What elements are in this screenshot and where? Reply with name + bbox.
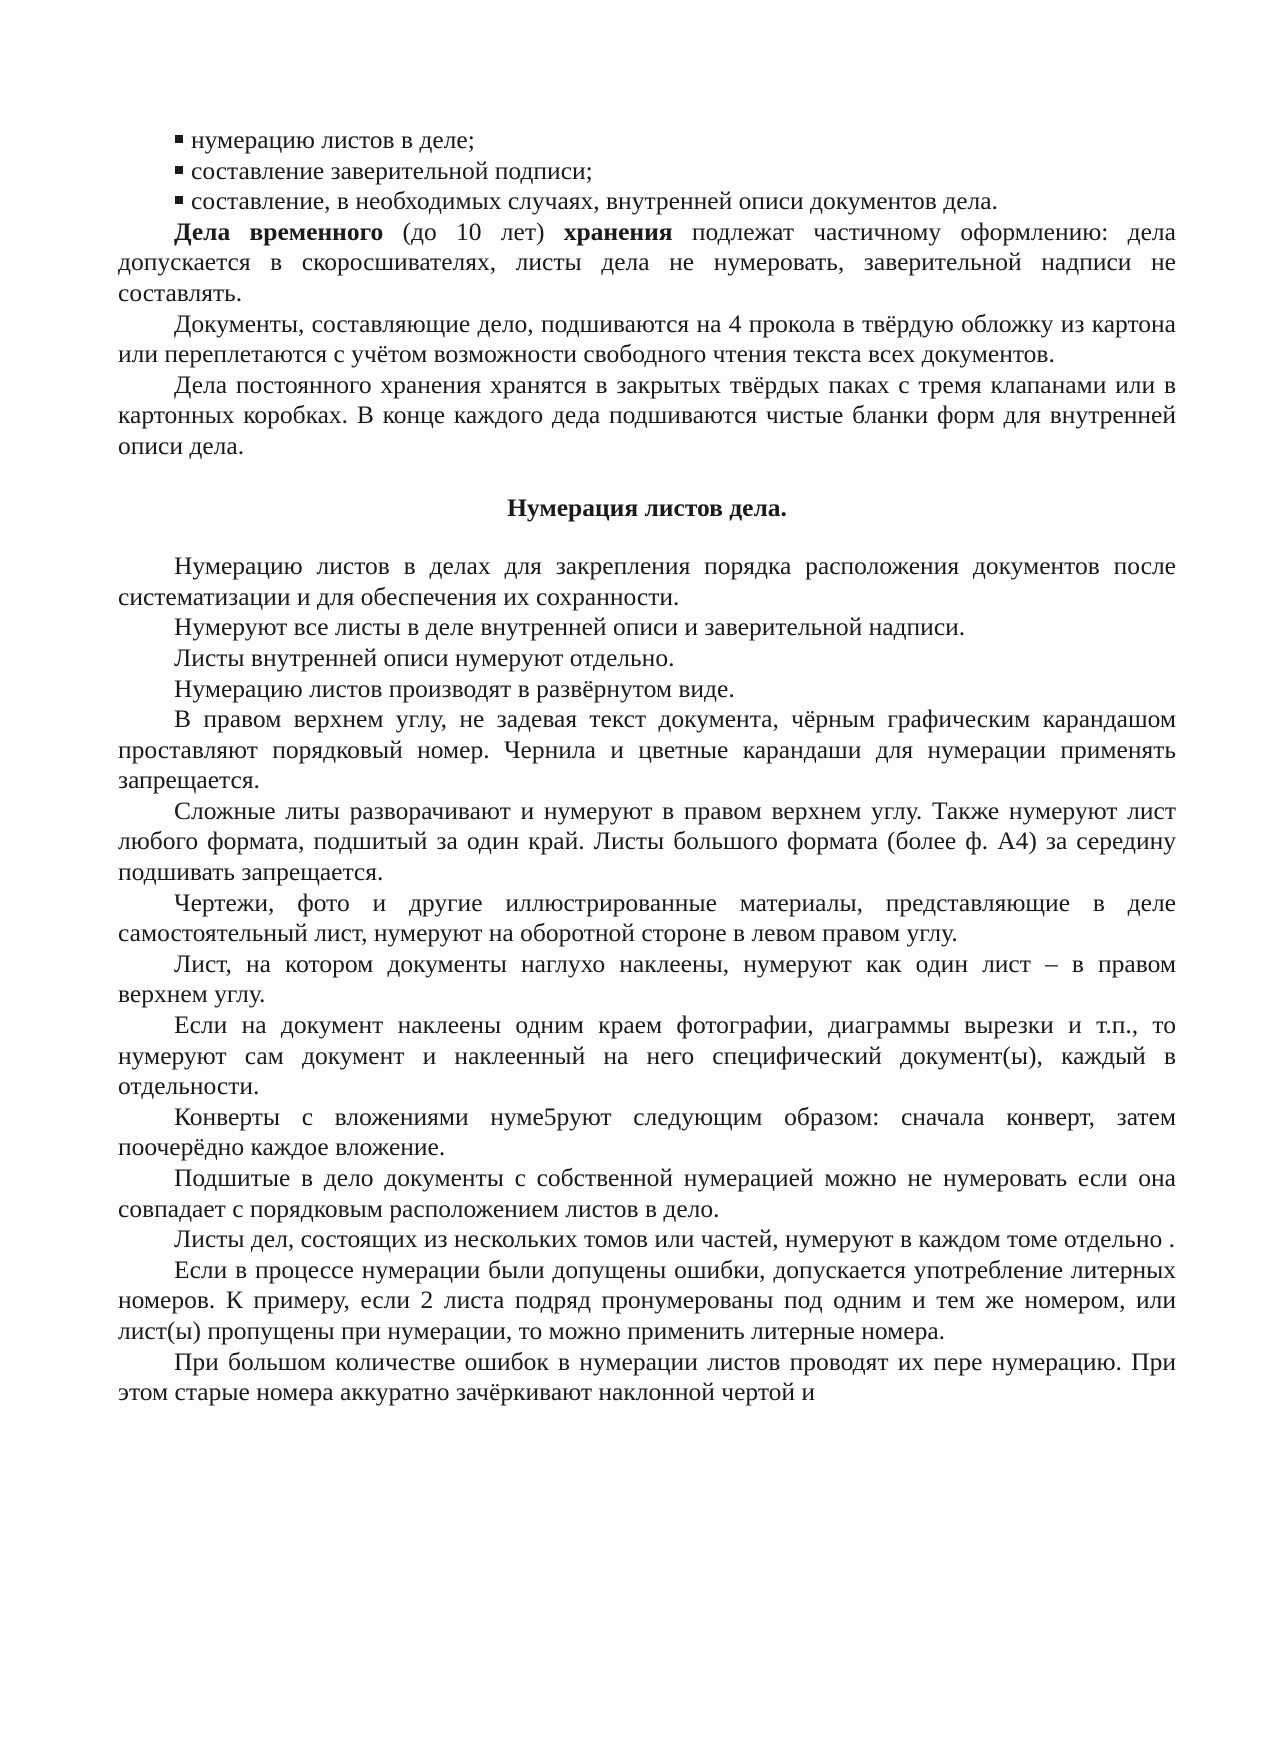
list-item <box>118 186 1176 217</box>
paragraph: Чертежи, фото и другие иллюстрированные материалы, представляющие в деле самостоятельный лист, нумеруют на оборотной стороне в левом правом углу. <box>118 887 1176 948</box>
paragraph: Лист, на котором документы наглухо наклеены, нумеруют как один лист – в правом верхнем углу. <box>118 948 1176 1009</box>
temporary-storage-paragraph <box>118 217 1176 309</box>
paragraph: Сложные литы разворачивают и нумеруют в правом верхнем углу. Также нумеруют лист любого формата, подшитый за один край. Листы большого формата (более ф. А4) за середину подшивать запрещается. <box>118 795 1176 887</box>
paragraph: Листы внутренней описи нумеруют отдельно. <box>174 642 675 672</box>
list-item <box>118 125 1176 156</box>
bold-term: хранения <box>563 216 673 246</box>
paragraph: В правом верхнем углу, не задевая текст документа, чёрным графическим карандашом проставляют порядковый номер. Чернила и цветные карандаши для нумерации применять запрещается. <box>118 704 1176 795</box>
list-item-text: составление, в необходимых случаях, внутренней описи документов дела. <box>191 186 998 216</box>
paragraph: Нумерацию листов в делах для закрепления порядка расположения документов после систематизации и для обеспечения их сохранности. <box>118 551 1176 611</box>
paragraph: Если в процессе нумерации были допущены ошибки, допускается употребление литерных номеров. К примеру, если 2 листа подряд пронумерованы под одним и тем же номером, или лист(ы) пропущены при нумерации, то можно применить литерные номера. <box>118 1254 1176 1345</box>
paragraph: Документы, составляющие дело, подшиваются на 4 прокола в твёрдую обложку из картона или переплетаются с учётом возможности свободного чтения текста всех документов. <box>118 308 1176 369</box>
list-item <box>118 156 1176 187</box>
paragraph: Нумерацию листов производят в развёрнутом виде. <box>174 673 735 703</box>
bullet-square-icon <box>175 166 183 174</box>
paragraph: Если на документ наклеены одним краем фотографии, диаграммы вырезки и т.п., то нумеруют сам документ и наклеенный на него специфический документ(ы), каждый в отдельности. <box>118 1010 1176 1101</box>
paragraph: При большом количестве ошибок в нумерации листов проводят их пере нумерацию. При этом старые номера аккуратно зачёркивают наклонной чертой и <box>118 1346 1176 1407</box>
requirements-list <box>118 125 1176 217</box>
bullet-square-icon <box>175 135 183 143</box>
paragraph: Нумеруют все листы в деле внутренней описи и заверительной надписи. <box>174 612 966 642</box>
paragraph-text: подлежат частичному оформлению: дела допускается в скоросшивателях, листы дела не нумеровать, заверительной надписи не составлять. <box>118 216 1176 307</box>
paragraph: Дела постоянного хранения хранятся в закрытых твёрдых паках с тремя клапанами или в картонных коробках. В конце каждого деда подшиваются чистые бланки форм для внутренней описи дела. <box>118 369 1176 460</box>
section-heading: Нумерация листов дела. <box>507 492 787 522</box>
paragraph: Конверты с вложениями нуме5руют следующим образом: сначала конверт, затем поочерёдно каждое вложение. <box>118 1101 1176 1162</box>
paragraph-text: (до 10 лет) <box>383 216 564 246</box>
paragraph: Листы дел, состоящих из нескольких томов или частей, нумеруют в каждом томе отдельно . <box>174 1224 1175 1254</box>
bold-term: Дела временного <box>174 216 384 246</box>
bullet-square-icon <box>175 196 183 204</box>
paragraph: Подшитые в дело документы с собственной нумерацией можно не нумеровать если она совпадает с порядковым расположением листов в дело. <box>118 1163 1176 1223</box>
list-item-text: нумерацию листов в деле; <box>191 125 475 154</box>
document-body <box>118 125 1176 1408</box>
list-item-text: составление заверительной подписи; <box>191 155 593 185</box>
